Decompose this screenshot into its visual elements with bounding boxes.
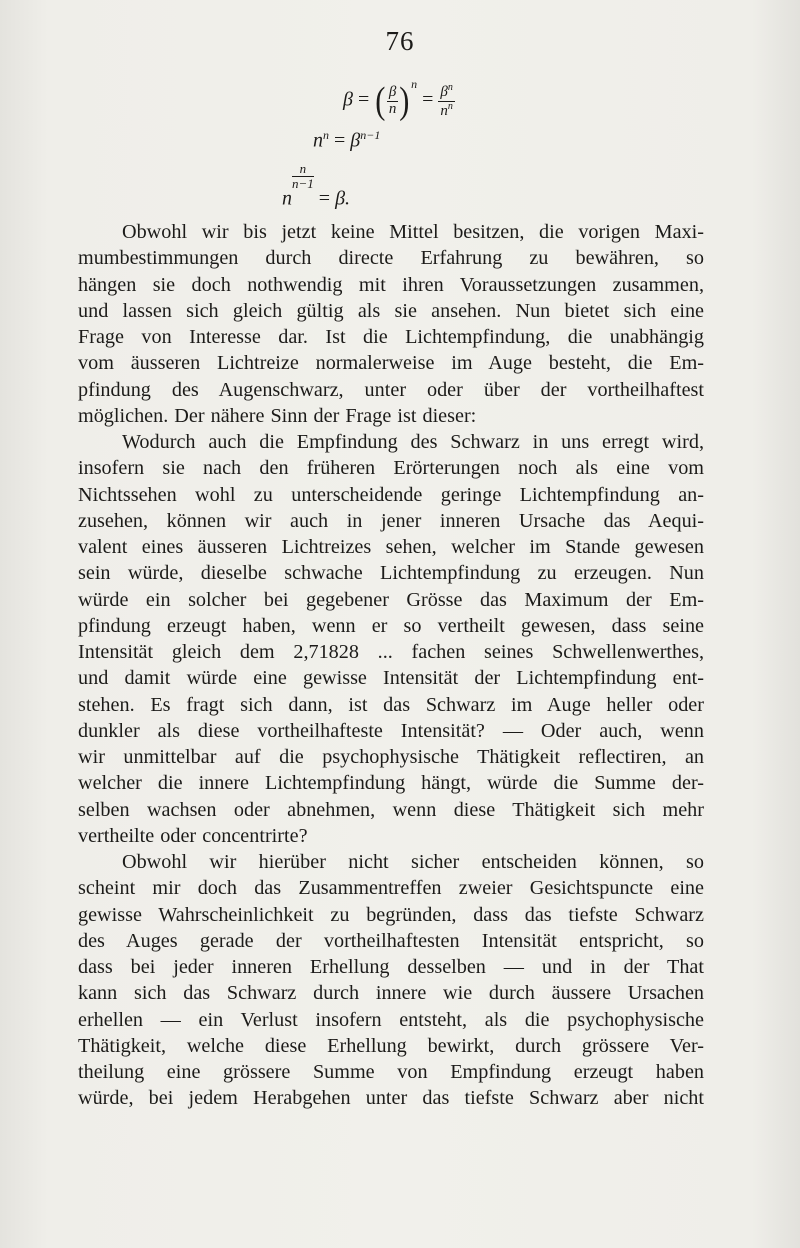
- text-line: kann sich das Schwarz durch innere wie durch äussere Ursachen: [78, 982, 704, 1005]
- paragraph-1: [78, 219, 704, 429]
- formula-2: $n^n = \beta^{n-1}$: [313, 128, 381, 152]
- text-line: vertheilte oder concentrirte?: [78, 824, 308, 847]
- text-line: Thätigkeit, welche diese Erhellung bewirkt, durch grössere Ver-: [78, 1034, 704, 1057]
- text-line: pfindung erzeugt haben, wenn er so vertheilt gewesen, dass seine: [78, 614, 704, 637]
- formula-block: [0, 76, 800, 210]
- text-line: würde ein solcher bei gegebener Grösse das Maximum der Em-: [78, 588, 704, 611]
- text-line: zusehen, können wir auch in jener inneren Ursache das Aequi-: [78, 509, 704, 532]
- text-line: gewisse Wahrscheinlichkeit zu begründen, dass das tiefste Schwarz: [78, 903, 704, 926]
- text-line: dass bei jeder inneren Erhellung desselben — und in der That: [78, 956, 704, 978]
- formula-1-fraction-1: $\frac{\beta}{n}$: [388, 83, 397, 117]
- text-line: und damit würde eine gewisse Intensität der Lichtempfindung ent-: [78, 667, 704, 690]
- text-line: dunkler als diese vortheilhafteste Intensität? — Oder auch, wenn: [78, 719, 704, 742]
- formula-3-exponent: $\frac{n}{n-1}$: [292, 161, 314, 192]
- text-line: Nichtssehen wohl zu unterscheidende geringe Lichtempfindung an-: [78, 483, 704, 506]
- formula-1-lhs: β: [343, 88, 353, 111]
- text-line: Obwohl wir hierüber nicht sicher entscheiden können, so: [122, 851, 704, 873]
- text-line: hängen sie doch nothwendig mit ihren Voraussetzungen zusammen,: [78, 273, 704, 296]
- text-line: möglichen. Der nähere Sinn der Frage ist dieser:: [78, 404, 477, 427]
- text-line: pfindung des Augenschwarz, unter oder über der vortheilhaftest: [78, 378, 704, 401]
- formula-1: β = ( $\frac{\beta}{n}$ )$^n$ = $\frac{\beta^n}{n^n}$: [343, 76, 453, 122]
- formula-1-fraction-2: $\frac{\beta^n}{n^n}$: [440, 81, 453, 119]
- text-line: sein würde, dieselbe schwache Lichtempfindung zu erzeugen. Nun: [78, 562, 704, 585]
- page-number: 76: [385, 26, 415, 56]
- text-line: Frage von Interesse dar. Ist die Lichtempfindung, die unabhängig: [78, 326, 704, 348]
- text-line: selben wachsen oder abnehmen, wenn diese Thätigkeit sich mehr: [78, 798, 704, 821]
- text-line: theilung eine grössere Summe von Empfindung erzeugt haben: [78, 1061, 704, 1083]
- text-line: des Auges gerade der vortheilhaftesten Intensität entspricht, so: [78, 929, 704, 952]
- text-line: welcher die innere Lichtempfindung hängt, würde die Summe der-: [78, 772, 704, 795]
- text-line: Obwohl wir bis jetzt keine Mittel besitzen, die vorigen Maxi-: [122, 221, 704, 243]
- paragraph-2: [78, 429, 704, 849]
- formula-1-exponent: n: [411, 76, 418, 91]
- body-text: [78, 219, 704, 1112]
- text-line: Wodurch auch die Empfindung des Schwarz in uns erregt wird,: [122, 431, 704, 453]
- text-line: mumbestimmungen durch directe Erfahrung zu bewähren, so: [78, 247, 704, 270]
- paragraph-3: [78, 849, 704, 1112]
- text-line: stehen. Es fragt sich dann, ist das Schwarz im Auge heller oder: [78, 693, 704, 716]
- formula-3: n $\frac{n}{n-1} = \beta$.: [282, 161, 351, 210]
- text-line: insofern sie nach den früheren Erörterungen noch als eine vom: [78, 457, 704, 480]
- text-line: Intensität gleich dem 2,71828 ... fachen seines Schwellenwerthes,: [78, 641, 704, 663]
- text-line: vom äusseren Lichtreize normalerweise im Auge besteht, die Em-: [78, 352, 704, 375]
- text-line: scheint mir doch das Zusammentreffen zweier Gesichtspuncte eine: [78, 877, 704, 900]
- text-line: wir unmittelbar auf die psychophysische Thätigkeit reflectiren, an: [78, 746, 704, 768]
- text-line: erhellen — ein Verlust insofern entsteht, als die psychophysische: [78, 1008, 704, 1031]
- text-line: würde, bei jedem Herabgehen unter das tiefste Schwarz aber nicht: [78, 1087, 704, 1110]
- text-line: valent eines äusseren Lichtreizes sehen, welcher im Stande gewesen: [78, 536, 704, 558]
- text-line: und lassen sich gleich gültig als sie ansehen. Nun bietet sich eine: [78, 299, 704, 322]
